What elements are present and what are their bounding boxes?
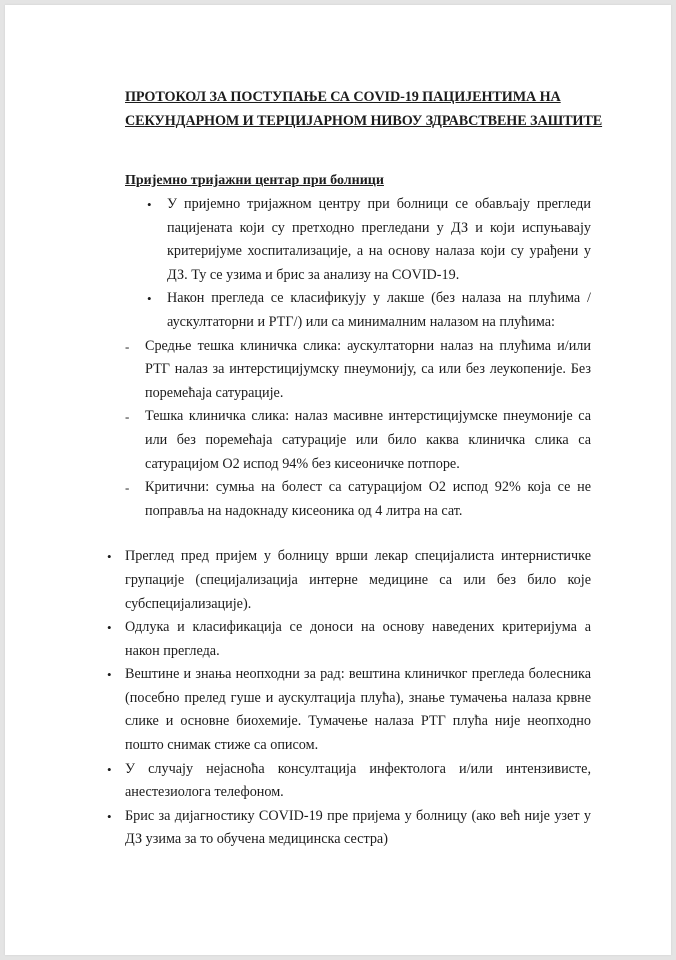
dash-icon: -	[125, 480, 130, 496]
list-item-text: Средње тешка клиничка слика: аускултаторни налаз на плућима и/или РТГ налаз за интерстицијумску пнеумонију, са или без леукопеније. Без поремећаја сатурације.	[145, 337, 591, 401]
bullet-icon: •	[147, 291, 152, 307]
triage-bullet-list	[125, 193, 591, 335]
bullet-icon: •	[107, 667, 112, 683]
list-item	[107, 545, 591, 616]
severity-dash-list	[125, 335, 591, 524]
list-item	[107, 805, 591, 852]
main-bullet-list	[107, 545, 591, 852]
list-item	[107, 663, 591, 757]
title-line-1: ПРОТОКОЛ ЗА ПОСТУПАЊЕ СА COVID-19 ПАЦИЈЕНТИМА НА	[125, 89, 561, 105]
list-item	[125, 476, 591, 523]
list-item-text: У случају нејасноћа консултација инфектолога и/или интензивисте, анестезиолога телефоном.	[125, 760, 591, 801]
list-item-text: Вештине и знања неопходни за рад: вештина клиничког прегледа болесника (посебно прелед гуше и аускултација плућа), знање тумачења налаза крвне слике и основне биохемије. Тумачење налаза РТГ плућа није неопходно пошто снимак стиже са описом.	[125, 666, 591, 754]
bullet-icon: •	[107, 808, 112, 824]
list-item	[107, 616, 591, 663]
list-item	[125, 405, 591, 476]
bullet-icon: •	[107, 761, 112, 777]
list-item-text: Тешка клиничка слика: налаз масивне интерстицијумске пнеумоније са или без поремећаја сатурације или било каква клиничка слика са сатурацијом О2 испод 94% без кисеоничке потпоре.	[145, 408, 591, 472]
document-page	[5, 5, 671, 955]
list-item	[125, 287, 591, 334]
list-item-text: У пријемно тријажном центру при болници се обављају прегледи пацијената који су претходно прегледани у ДЗ и који испуњавају критеријуме хоспитализације, а на основу налаза који су урађени у ДЗ. Ту се узима и брис за анализу на COVID-19.	[167, 196, 591, 283]
dash-icon: -	[125, 409, 130, 425]
list-item	[107, 758, 591, 805]
list-item-text: Након прегледа се класификују у лакше (без налаза на плућима /аускултаторни и РТГ/) или са минималним налазом на плућима:	[167, 290, 591, 330]
list-item-text: Одлука и класификација се доноси на основу наведених критеријума а након прегледа.	[125, 619, 591, 659]
bullet-icon: •	[107, 620, 112, 636]
title-line-2: СЕКУНДАРНОМ И ТЕРЦИЈАРНОМ НИВОУ ЗДРАВСТВЕНЕ ЗАШТИТЕ	[125, 113, 603, 129]
section-heading: Пријемно тријажни центар при болници	[125, 173, 384, 188]
bullet-icon: •	[147, 197, 152, 212]
list-item	[125, 193, 591, 287]
document-content	[107, 85, 603, 852]
list-item-text: Критични: сумња на болест са сатурацијом О2 испод 92% која се не поправља на надокнаду кисеоника од 4 литра на сат.	[145, 479, 591, 519]
document-title	[125, 85, 603, 133]
list-item-text: Преглед пред пријем у болницу врши лекар специјалиста интернистичке групације (специјализација интерне медицине са или без било које субспецијализације).	[125, 548, 591, 612]
list-item	[125, 335, 591, 406]
list-item-text: Брис за дијагностику COVID-19 пре пријема у болницу (ако већ није узет у ДЗ узима за то обучена медицинска сестра)	[125, 807, 591, 848]
bullet-icon: •	[107, 549, 112, 565]
dash-icon: -	[125, 338, 130, 354]
